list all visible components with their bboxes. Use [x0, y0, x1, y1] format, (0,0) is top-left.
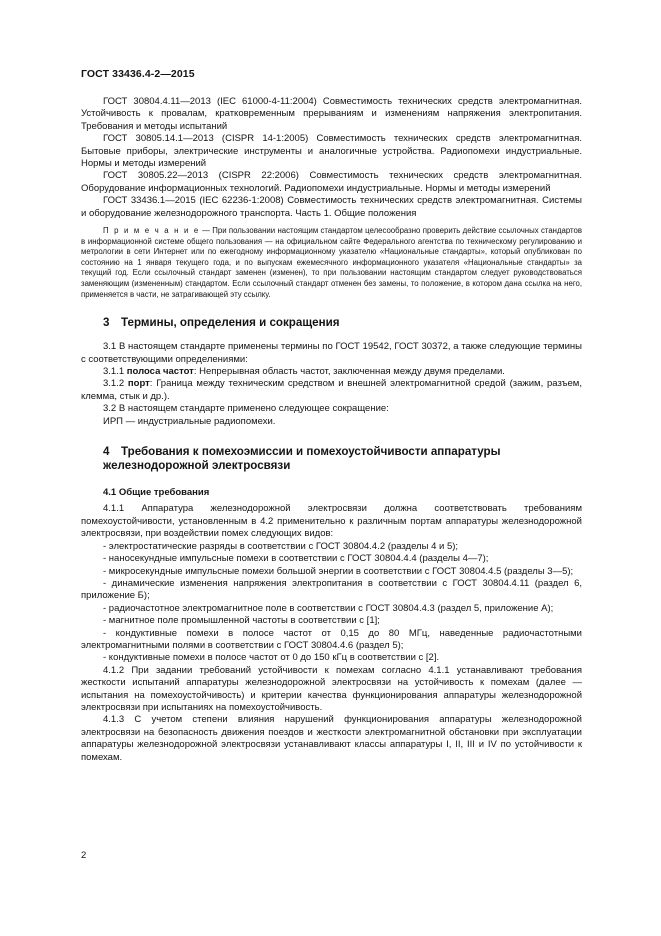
term-definition: : Непрерывная область частот, заключенная между двумя пределами. [193, 366, 505, 378]
page-content [81, 96, 582, 764]
note [81, 226, 582, 300]
paragraph-3-2: 3.2 В настоящем стандарте применено следующее сокращение: [103, 403, 389, 415]
section-3-number: 3 [103, 316, 110, 330]
abbreviation: ИРП — индустриальные радиопомехи. [103, 415, 276, 427]
term-name: полоса частот [126, 366, 194, 378]
term-3-1-2 [81, 378, 582, 403]
reference-entry: ГОСТ 30804.4.11—2013 (IEC 61000-4-11:2004) Совместимость технических средств электромагнитная. Устойчивость к провалам, кратковременным прерываниям и изменениям напряжения электропитания. Требования и методы испытаний [81, 96, 582, 132]
paragraph-3-1: 3.1 В настоящем стандарте применены термины по ГОСТ 19542, ГОСТ 30372, а также следующие термины с соответствующими определениями: [81, 341, 582, 365]
reference-entry: ГОСТ 30805.14.1—2013 (CISPR 14-1:2005) Совместимость технических средств электромагнитная. Бытовые приборы, электрические инструменты и аналогичные устройства. Радиопомехи индустриальные. Нормы и методы измерений [81, 133, 582, 170]
section-3-heading [81, 316, 582, 330]
reference-entry: ГОСТ 33436.1—2015 (IEC 62236-1:2008) Совместимость технических средств электромагнитная. Системы и оборудование железнодорожного транспорта. Часть 1. Общие положения [81, 195, 582, 219]
list-item: - динамические изменения напряжения электропитания в соответствии с ГОСТ 30804.4.11 (раздел 6, приложение Б); [81, 577, 582, 602]
term-number: 3.1.1 [103, 366, 127, 378]
paragraph-4-1-1: 4.1.1 Аппаратура железнодорожной электросвязи должна соответствовать требованиям помехоустойчивости, установленным в 4.2 применительно к различным портам аппаратуры железнодорожной электросвязи, при воздействии помех следующих видов: [81, 503, 582, 540]
term-3-1-1 [81, 366, 582, 378]
note-label: П р и м е ч а н и е [103, 226, 200, 236]
reference-entry: ГОСТ 30805.22—2013 (CISPR 22:2006) Совместимость технических средств электромагнитная. Оборудование информационных технологий. Радиопомехи индустриальные. Нормы и методы измерений [81, 170, 582, 194]
paragraph-4-1-2: 4.1.2 При задании требований устойчивости к помехам согласно 4.1.1 устанавливают требования жесткости испытаний аппаратуры железнодорожной электросвязи на устойчивость к помехам (далее — испытания на помехоустойчивость) и критерии качества функционирования аппаратуры железнодорожной электросвязи при испытаниях на помехоустойчивость. [81, 664, 582, 713]
section-4-number: 4 [103, 445, 110, 459]
list-item: - магнитное поле промышленной частоты в соответствии с [1]; [103, 615, 380, 627]
term-number: 3.1.2 [103, 378, 128, 390]
list-item: - кондуктивные помехи в полосе частот от 0,15 до 80 МГц, наведенные радиочастотными электромагнитными полями в соответствии с ГОСТ 30804.4.6 (раздел 5); [81, 627, 582, 651]
list-item: - кондуктивные помехи в полосе частот от 0 до 150 кГц в соответствии с [2]. [103, 652, 440, 664]
list-item: - электростатические разряды в соответствии с ГОСТ 30804.4.2 (разделы 4 и 5); [103, 540, 459, 552]
page-number: 2 [81, 850, 87, 861]
list-item: - наносекундные импульсные помехи в соответствии с ГОСТ 30804.4.4 (разделы 4—7); [103, 553, 489, 565]
paragraph-4-1-3: 4.1.3 С учетом степени влияния нарушений функционирования аппаратуры железнодорожной электросвязи на безопасность движения поездов и жесткости электромагнитной обстановки при эксплуатации аппаратуры железнодорожной электросвязи устанавливают классы аппаратуры I, II, III и IV по устойчивости к помехам. [81, 714, 582, 763]
section-3-title: Термины, определения и сокращения [121, 316, 340, 330]
page-header: ГОСТ 33436.4-2—2015 [81, 68, 195, 80]
subsection-4-1-heading: 4.1 Общие требования [103, 487, 210, 499]
term-name: порт [127, 378, 150, 390]
section-4-heading [81, 445, 582, 473]
term-definition: : Граница между техническим средством и внешней электромагнитной средой (зажим, разъем, клемма, стык и др.). [81, 378, 582, 402]
list-item: - микросекундные импульсные помехи большой энергии в соответствии с ГОСТ 30804.4.5 (разделы 3—5); [103, 565, 574, 577]
list-item: - радиочастотное электромагнитное поле в соответствии с ГОСТ 30804.4.3 (раздел 5, приложение А); [103, 602, 554, 614]
section-4-title: Требования к помехоэмиссии и помехоустойчивости аппаратуры железнодорожной электросвязи [103, 445, 501, 473]
note-text: — При пользовании настоящим стандартом целесообразно проверить действие ссылочных стандартов в информационной системе общего пользования — на официальном сайте Федерального агентства по техническому регулированию и метрологии в сети Интернет или по ежегодному информационному указателю «Национальные стандарты», который опубликован по состоянию на 1 января текущего года, и по выпускам ежемесячного информационного указателя «Национальные стандарты» за текущий год. Если ссылочный стандарт заменен (изменен), то при пользовании настоящим стандартом следует руководствоваться заменяющим (измененным) стандартом. Если ссылочный стандарт отменен без замены, то положение, в котором дана ссылка на него, применяется в части, не затрагивающей эту ссылку. [81, 226, 582, 299]
